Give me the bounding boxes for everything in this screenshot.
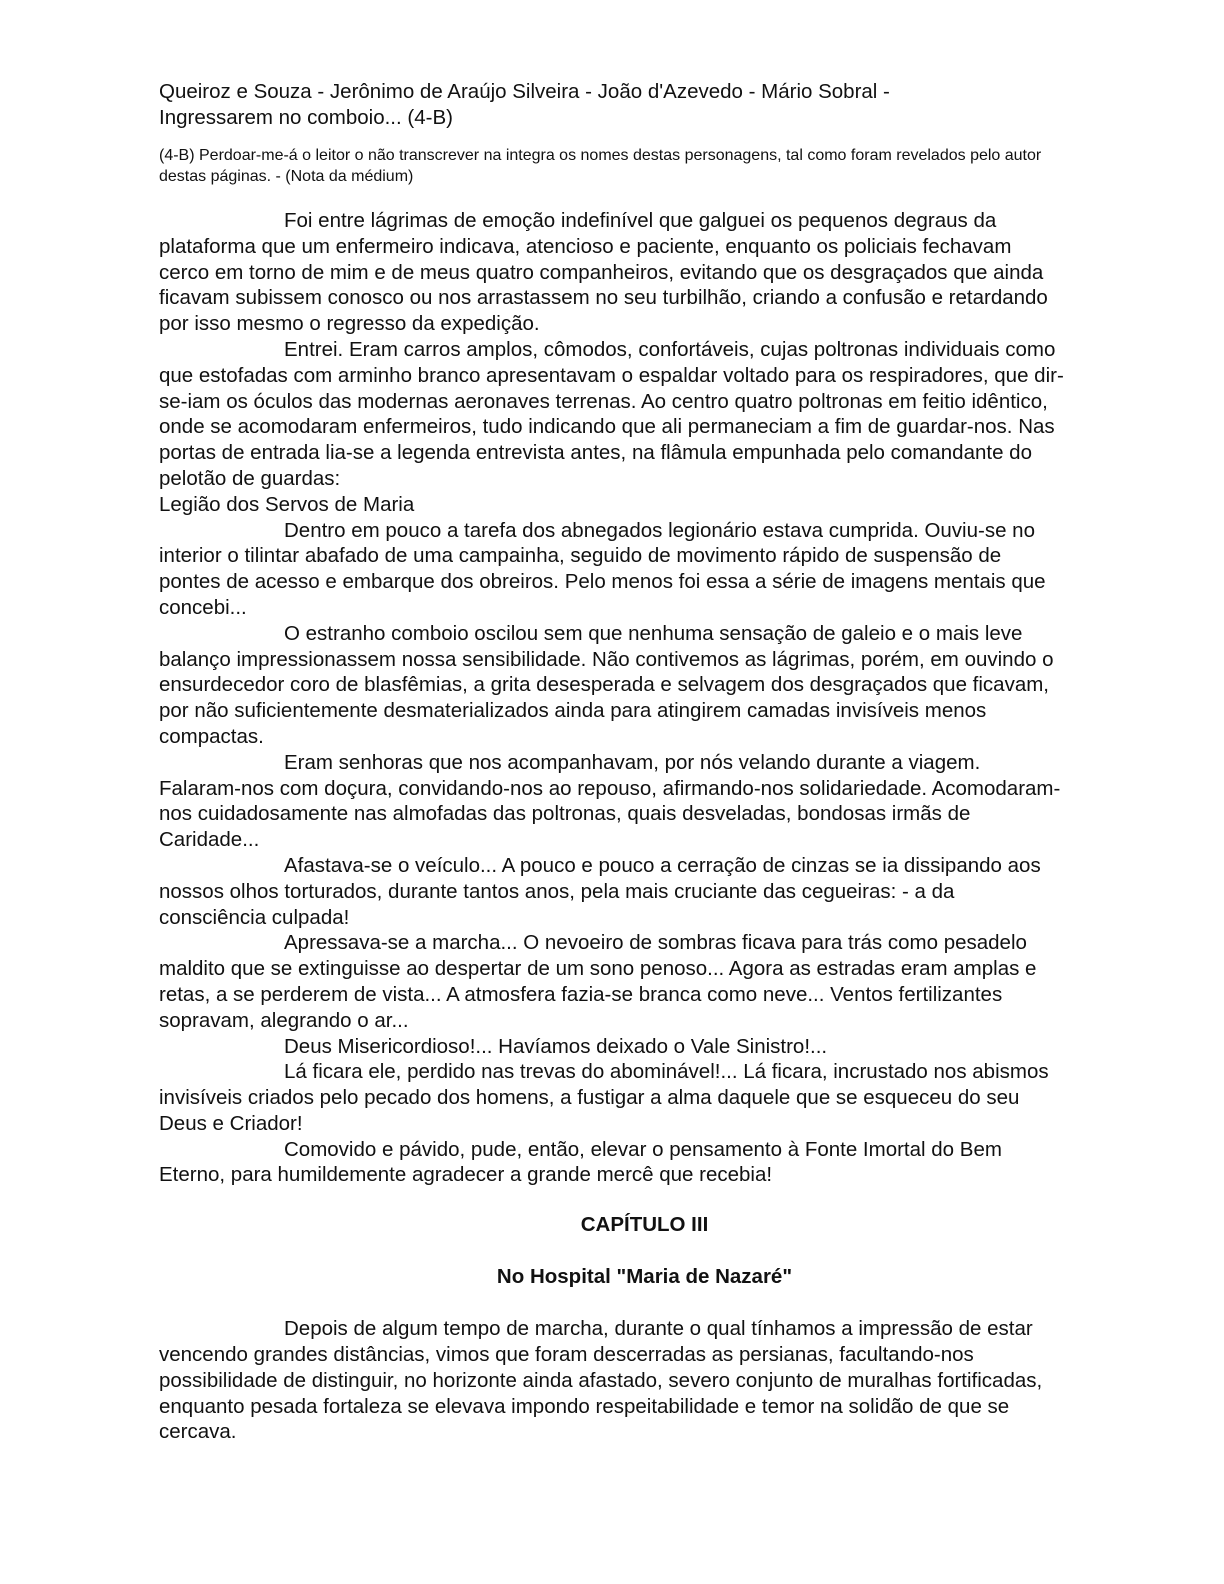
paragraph: Comovido e pávido, pude, então, elevar o pensamento à Fonte Imortal do Bem Eterno, para humildemente agradecer a grande mercê que recebia! [159, 1137, 1002, 1187]
intro-line-1: Queiroz e Souza - Jerônimo de Araújo Silveira - João d'Azevedo - Mário Sobral - [159, 80, 890, 103]
paragraph: O estranho comboio oscilou sem que nenhuma sensação de galeio e o mais leve balanço impressionassem nossa sensibilidade. Não contivemos as lágrimas, porém, em ouvindo o ensurdecedor coro de blasfêmias, a grita desesperada e selvagem dos desgraçados que ficavam, por não suficientemente desmaterializados ainda para atingirem camadas invisíveis menos compactas. [159, 621, 1054, 748]
paragraph: Deus Misericordioso!... Havíamos deixado o Vale Sinistro!... [284, 1034, 828, 1058]
body-text [159, 208, 1064, 1188]
intro-line-2: Ingressarem no comboio... (4-B) [159, 106, 453, 129]
paragraph: Afastava-se o veículo... A pouco e pouco a cerração de cinzas se ia dissipando aos nossos olhos torturados, durante tantos anos, pela mais cruciante das cegueiras: - a da consciência culpada! [159, 853, 1041, 929]
paragraph: Eram senhoras que nos acompanhavam, por nós velando durante a viagem. Falaram-nos com doçura, convidando-nos ao repouso, afirmando-nos solidariedade. Acomodaram-nos cuidadosamente nas almofadas das poltronas, quais desveladas, bondosas irmãs de Caridade... [159, 750, 1061, 852]
legend-line: Legião dos Servos de Maria [159, 492, 415, 516]
paragraph: Lá ficara ele, perdido nas trevas do abominável!... Lá ficara, incrustado nos abismos invisíveis criados pelo pecado dos homens, a fustigar a alma daquele que se esqueceu do seu Deus e Criador! [159, 1060, 1049, 1135]
paragraph: Entrei. Eram carros amplos, cômodos, confortáveis, cujas poltronas individuais como que estofadas com arminho branco apresentavam o espaldar voltado para os respiradores, que dir-se-iam os óculos das modernas aeronaves terrenas. Ao centro quatro poltronas em feitio idêntico, onde se acomodaram enfermeiros, tudo indicando que ali permaneciam a fim de guardar-nos. Nas portas de entrada lia-se a legenda entrevista antes, na flâmula empunhada pelo comandante do pelotão de guardas: [159, 337, 1064, 490]
page-content [159, 79, 1064, 1445]
footnote: (4-B) Perdoar-me-á o leitor o não transcrever na integra os nomes destas personagens, tal como foram revelados pelo autor destas páginas. - (Nota da médium) [159, 147, 1042, 185]
chapter-title: CAPÍTULO III [580, 1213, 709, 1237]
paragraph: Apressava-se a marcha... O nevoeiro de sombras ficava para trás como pesadelo maldito que se extinguisse ao despertar de um sono penoso... Agora as estradas eram amplas e retas, a se perderem de vista... A atmosfera fazia-se branca como neve... Ventos fertilizantes sopravam, alegrando o ar... [159, 931, 1037, 1032]
chapter-subtitle: No Hospital "Maria de Nazaré" [496, 1265, 793, 1289]
paragraph: Dentro em pouco a tarefa dos abnegados legionário estava cumprida. Ouviu-se no interior o tilintar abafado de uma campainha, seguido de movimento rápido de suspensão de pontes de acesso e embarque dos obreiros. Pelo menos foi essa a série de imagens mentais que concebi... [159, 518, 1046, 619]
paragraph: Foi entre lágrimas de emoção indefinível que galguei os pequenos degraus da plataforma que um enfermeiro indicava, atencioso e paciente, enquanto os policiais fechavam cerco em torno de mim e de meus quatro companheiros, evitando que os desgraçados que ainda ficavam subissem conosco ou nos arrastassem no seu turbilhão, criando a confusão e retardando por isso mesmo o regresso da expedição. [159, 209, 1048, 336]
chapter-paragraph: Depois de algum tempo de marcha, durante o qual tínhamos a impressão de estar vencendo grandes distâncias, vimos que foram descerradas as persianas, facultando-nos possibilidade de distinguir, no horizonte ainda afastado, severo conjunto de muralhas fortificadas, enquanto pesada fortaleza se elevava impondo respeitabilidade e temor na solidão de que se cercava. [159, 1317, 1043, 1444]
